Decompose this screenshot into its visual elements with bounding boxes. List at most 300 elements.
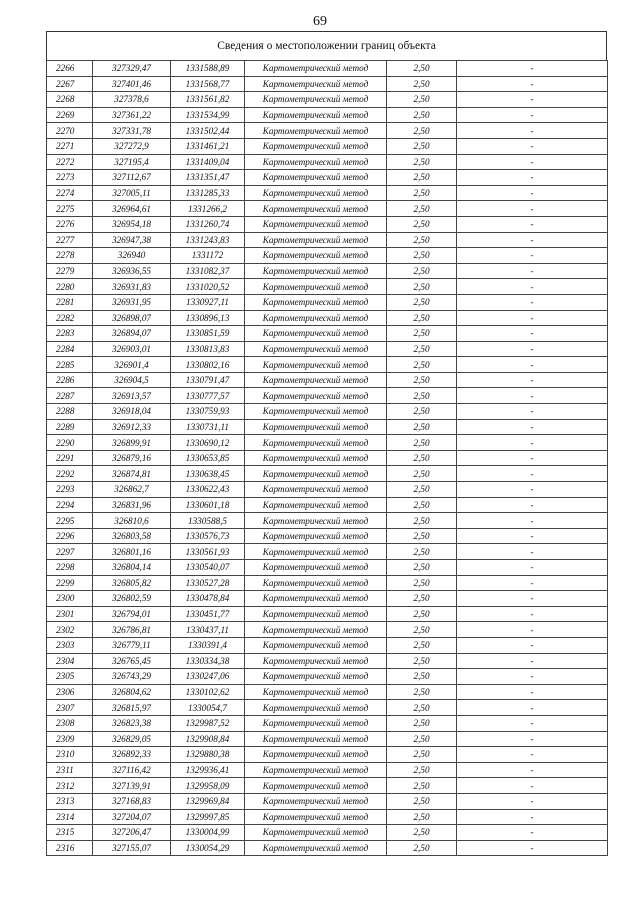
x-coordinate-cell: 326801,16 xyxy=(93,544,171,560)
method-cell: Картометрический метод xyxy=(245,76,387,92)
table-row xyxy=(47,107,608,123)
method-cell: Картометрический метод xyxy=(245,825,387,841)
table-row xyxy=(47,435,608,451)
point-number-cell: 2315 xyxy=(47,825,93,841)
method-cell: Картометрический метод xyxy=(245,279,387,295)
table-row xyxy=(47,715,608,731)
method-cell: Картометрический метод xyxy=(245,294,387,310)
accuracy-cell: 2,50 xyxy=(387,700,457,716)
method-cell: Картометрический метод xyxy=(245,357,387,373)
accuracy-cell: 2,50 xyxy=(387,560,457,576)
accuracy-cell: 2,50 xyxy=(387,138,457,154)
accuracy-cell: 2,50 xyxy=(387,232,457,248)
table-row xyxy=(47,778,608,794)
x-coordinate-cell: 326892,33 xyxy=(93,747,171,763)
x-coordinate-cell: 326823,38 xyxy=(93,715,171,731)
accuracy-cell: 2,50 xyxy=(387,216,457,232)
description-cell: - xyxy=(457,513,608,529)
method-cell: Картометрический метод xyxy=(245,248,387,264)
description-cell: - xyxy=(457,778,608,794)
point-number-cell: 2300 xyxy=(47,591,93,607)
description-cell: - xyxy=(457,76,608,92)
description-cell: - xyxy=(457,404,608,420)
x-coordinate-cell: 326964,61 xyxy=(93,201,171,217)
y-coordinate-cell: 1330540,07 xyxy=(171,560,245,576)
accuracy-cell: 2,50 xyxy=(387,107,457,123)
y-coordinate-cell: 1329880,38 xyxy=(171,747,245,763)
table-row xyxy=(47,279,608,295)
description-cell: - xyxy=(457,154,608,170)
description-cell: - xyxy=(457,560,608,576)
description-cell: - xyxy=(457,248,608,264)
y-coordinate-cell: 1331020,52 xyxy=(171,279,245,295)
x-coordinate-cell: 326802,59 xyxy=(93,591,171,607)
table-row xyxy=(47,372,608,388)
point-number-cell: 2316 xyxy=(47,840,93,856)
y-coordinate-cell: 1330437,11 xyxy=(171,622,245,638)
y-coordinate-cell: 1330653,85 xyxy=(171,450,245,466)
method-cell: Картометрический метод xyxy=(245,482,387,498)
accuracy-cell: 2,50 xyxy=(387,809,457,825)
x-coordinate-cell: 326815,97 xyxy=(93,700,171,716)
accuracy-cell: 2,50 xyxy=(387,248,457,264)
x-coordinate-cell: 326898,07 xyxy=(93,310,171,326)
description-cell: - xyxy=(457,544,608,560)
point-number-cell: 2294 xyxy=(47,497,93,513)
method-cell: Картометрический метод xyxy=(245,778,387,794)
point-number-cell: 2290 xyxy=(47,435,93,451)
table-row xyxy=(47,731,608,747)
x-coordinate-cell: 326940 xyxy=(93,248,171,264)
y-coordinate-cell: 1331588,89 xyxy=(171,61,245,77)
method-cell: Картометрический метод xyxy=(245,528,387,544)
table-row xyxy=(47,809,608,825)
method-cell: Картометрический метод xyxy=(245,435,387,451)
description-cell: - xyxy=(457,793,608,809)
accuracy-cell: 2,50 xyxy=(387,154,457,170)
table-row xyxy=(47,840,608,856)
y-coordinate-cell: 1331561,82 xyxy=(171,92,245,108)
method-cell: Картометрический метод xyxy=(245,138,387,154)
x-coordinate-cell: 327204,07 xyxy=(93,809,171,825)
accuracy-cell: 2,50 xyxy=(387,404,457,420)
point-number-cell: 2268 xyxy=(47,92,93,108)
description-cell: - xyxy=(457,762,608,778)
method-cell: Картометрический метод xyxy=(245,92,387,108)
table-row xyxy=(47,92,608,108)
x-coordinate-cell: 327116,42 xyxy=(93,762,171,778)
point-number-cell: 2299 xyxy=(47,575,93,591)
method-cell: Картометрический метод xyxy=(245,326,387,342)
table-row xyxy=(47,248,608,264)
x-coordinate-cell: 326901,4 xyxy=(93,357,171,373)
method-cell: Картометрический метод xyxy=(245,388,387,404)
description-cell: - xyxy=(457,216,608,232)
table-row xyxy=(47,154,608,170)
method-cell: Картометрический метод xyxy=(245,310,387,326)
table-row xyxy=(47,606,608,622)
table-row xyxy=(47,560,608,576)
x-coordinate-cell: 327112,67 xyxy=(93,170,171,186)
x-coordinate-cell: 327195,4 xyxy=(93,154,171,170)
y-coordinate-cell: 1331285,33 xyxy=(171,185,245,201)
table-body xyxy=(47,61,608,856)
point-number-cell: 2280 xyxy=(47,279,93,295)
point-number-cell: 2274 xyxy=(47,185,93,201)
method-cell: Картометрический метод xyxy=(245,637,387,653)
x-coordinate-cell: 326810,6 xyxy=(93,513,171,529)
table-row xyxy=(47,528,608,544)
y-coordinate-cell: 1331502,44 xyxy=(171,123,245,139)
description-cell: - xyxy=(457,372,608,388)
table-row xyxy=(47,482,608,498)
x-coordinate-cell: 326899,91 xyxy=(93,435,171,451)
x-coordinate-cell: 326894,07 xyxy=(93,326,171,342)
x-coordinate-cell: 326805,82 xyxy=(93,575,171,591)
x-coordinate-cell: 326794,01 xyxy=(93,606,171,622)
point-number-cell: 2310 xyxy=(47,747,93,763)
accuracy-cell: 2,50 xyxy=(387,840,457,856)
x-coordinate-cell: 327168,83 xyxy=(93,793,171,809)
point-number-cell: 2266 xyxy=(47,61,93,77)
description-cell: - xyxy=(457,435,608,451)
method-cell: Картометрический метод xyxy=(245,450,387,466)
table-row xyxy=(47,653,608,669)
y-coordinate-cell: 1330004,99 xyxy=(171,825,245,841)
accuracy-cell: 2,50 xyxy=(387,341,457,357)
point-number-cell: 2303 xyxy=(47,637,93,653)
point-number-cell: 2285 xyxy=(47,357,93,373)
x-coordinate-cell: 326931,95 xyxy=(93,294,171,310)
accuracy-cell: 2,50 xyxy=(387,357,457,373)
method-cell: Картометрический метод xyxy=(245,419,387,435)
description-cell: - xyxy=(457,700,608,716)
description-cell: - xyxy=(457,715,608,731)
method-cell: Картометрический метод xyxy=(245,700,387,716)
description-cell: - xyxy=(457,497,608,513)
x-coordinate-cell: 327401,46 xyxy=(93,76,171,92)
description-cell: - xyxy=(457,606,608,622)
description-cell: - xyxy=(457,61,608,77)
description-cell: - xyxy=(457,341,608,357)
y-coordinate-cell: 1330601,18 xyxy=(171,497,245,513)
accuracy-cell: 2,50 xyxy=(387,123,457,139)
x-coordinate-cell: 326912,33 xyxy=(93,419,171,435)
x-coordinate-cell: 326879,16 xyxy=(93,450,171,466)
accuracy-cell: 2,50 xyxy=(387,669,457,685)
accuracy-cell: 2,50 xyxy=(387,747,457,763)
table-row xyxy=(47,497,608,513)
table-row xyxy=(47,357,608,373)
accuracy-cell: 2,50 xyxy=(387,185,457,201)
method-cell: Картометрический метод xyxy=(245,107,387,123)
accuracy-cell: 2,50 xyxy=(387,170,457,186)
accuracy-cell: 2,50 xyxy=(387,575,457,591)
y-coordinate-cell: 1330731,11 xyxy=(171,419,245,435)
table-row xyxy=(47,466,608,482)
description-cell: - xyxy=(457,310,608,326)
y-coordinate-cell: 1329997,85 xyxy=(171,809,245,825)
accuracy-cell: 2,50 xyxy=(387,684,457,700)
table-row xyxy=(47,825,608,841)
x-coordinate-cell: 326803,58 xyxy=(93,528,171,544)
description-cell: - xyxy=(457,388,608,404)
description-cell: - xyxy=(457,528,608,544)
x-coordinate-cell: 326954,18 xyxy=(93,216,171,232)
method-cell: Картометрический метод xyxy=(245,606,387,622)
x-coordinate-cell: 326804,14 xyxy=(93,560,171,576)
method-cell: Картометрический метод xyxy=(245,560,387,576)
method-cell: Картометрический метод xyxy=(245,591,387,607)
method-cell: Картометрический метод xyxy=(245,575,387,591)
description-cell: - xyxy=(457,653,608,669)
method-cell: Картометрический метод xyxy=(245,793,387,809)
description-cell: - xyxy=(457,669,608,685)
accuracy-cell: 2,50 xyxy=(387,606,457,622)
y-coordinate-cell: 1329987,52 xyxy=(171,715,245,731)
accuracy-cell: 2,50 xyxy=(387,466,457,482)
point-number-cell: 2273 xyxy=(47,170,93,186)
point-number-cell: 2283 xyxy=(47,326,93,342)
method-cell: Картометрический метод xyxy=(245,372,387,388)
description-cell: - xyxy=(457,326,608,342)
accuracy-cell: 2,50 xyxy=(387,715,457,731)
description-cell: - xyxy=(457,92,608,108)
coordinates-table xyxy=(46,60,608,856)
point-number-cell: 2301 xyxy=(47,606,93,622)
point-number-cell: 2304 xyxy=(47,653,93,669)
table-row xyxy=(47,216,608,232)
method-cell: Картометрический метод xyxy=(245,232,387,248)
method-cell: Картометрический метод xyxy=(245,544,387,560)
table-row xyxy=(47,310,608,326)
x-coordinate-cell: 326936,55 xyxy=(93,263,171,279)
description-cell: - xyxy=(457,622,608,638)
accuracy-cell: 2,50 xyxy=(387,201,457,217)
table-row xyxy=(47,747,608,763)
x-coordinate-cell: 326913,57 xyxy=(93,388,171,404)
point-number-cell: 2313 xyxy=(47,793,93,809)
y-coordinate-cell: 1330851,59 xyxy=(171,326,245,342)
point-number-cell: 2307 xyxy=(47,700,93,716)
table-row xyxy=(47,669,608,685)
method-cell: Картометрический метод xyxy=(245,762,387,778)
description-cell: - xyxy=(457,809,608,825)
y-coordinate-cell: 1330527,28 xyxy=(171,575,245,591)
table-row xyxy=(47,123,608,139)
table-row xyxy=(47,793,608,809)
description-cell: - xyxy=(457,637,608,653)
point-number-cell: 2270 xyxy=(47,123,93,139)
x-coordinate-cell: 326743,29 xyxy=(93,669,171,685)
table-row xyxy=(47,170,608,186)
accuracy-cell: 2,50 xyxy=(387,778,457,794)
accuracy-cell: 2,50 xyxy=(387,637,457,653)
y-coordinate-cell: 1330588,5 xyxy=(171,513,245,529)
method-cell: Картометрический метод xyxy=(245,622,387,638)
y-coordinate-cell: 1331082,37 xyxy=(171,263,245,279)
y-coordinate-cell: 1330813,83 xyxy=(171,341,245,357)
x-coordinate-cell: 327005,11 xyxy=(93,185,171,201)
x-coordinate-cell: 326931,83 xyxy=(93,279,171,295)
table-row xyxy=(47,294,608,310)
table-row xyxy=(47,61,608,77)
x-coordinate-cell: 327139,91 xyxy=(93,778,171,794)
table-row xyxy=(47,591,608,607)
description-cell: - xyxy=(457,263,608,279)
y-coordinate-cell: 1330391,4 xyxy=(171,637,245,653)
y-coordinate-cell: 1330102,62 xyxy=(171,684,245,700)
accuracy-cell: 2,50 xyxy=(387,419,457,435)
y-coordinate-cell: 1329936,41 xyxy=(171,762,245,778)
accuracy-cell: 2,50 xyxy=(387,591,457,607)
x-coordinate-cell: 326765,45 xyxy=(93,653,171,669)
table-row xyxy=(47,326,608,342)
point-number-cell: 2295 xyxy=(47,513,93,529)
point-number-cell: 2284 xyxy=(47,341,93,357)
description-cell: - xyxy=(457,482,608,498)
description-cell: - xyxy=(457,731,608,747)
method-cell: Картометрический метод xyxy=(245,466,387,482)
description-cell: - xyxy=(457,123,608,139)
x-coordinate-cell: 326831,96 xyxy=(93,497,171,513)
x-coordinate-cell: 327331,78 xyxy=(93,123,171,139)
y-coordinate-cell: 1330247,06 xyxy=(171,669,245,685)
table-row xyxy=(47,76,608,92)
y-coordinate-cell: 1330690,12 xyxy=(171,435,245,451)
accuracy-cell: 2,50 xyxy=(387,825,457,841)
accuracy-cell: 2,50 xyxy=(387,326,457,342)
accuracy-cell: 2,50 xyxy=(387,76,457,92)
description-cell: - xyxy=(457,840,608,856)
description-cell: - xyxy=(457,825,608,841)
accuracy-cell: 2,50 xyxy=(387,263,457,279)
point-number-cell: 2277 xyxy=(47,232,93,248)
description-cell: - xyxy=(457,201,608,217)
description-cell: - xyxy=(457,232,608,248)
point-number-cell: 2281 xyxy=(47,294,93,310)
table-row xyxy=(47,762,608,778)
table-row xyxy=(47,388,608,404)
accuracy-cell: 2,50 xyxy=(387,435,457,451)
point-number-cell: 2275 xyxy=(47,201,93,217)
point-number-cell: 2271 xyxy=(47,138,93,154)
point-number-cell: 2296 xyxy=(47,528,93,544)
description-cell: - xyxy=(457,450,608,466)
method-cell: Картометрический метод xyxy=(245,154,387,170)
accuracy-cell: 2,50 xyxy=(387,279,457,295)
y-coordinate-cell: 1330777,57 xyxy=(171,388,245,404)
accuracy-cell: 2,50 xyxy=(387,528,457,544)
x-coordinate-cell: 327361,22 xyxy=(93,107,171,123)
point-number-cell: 2312 xyxy=(47,778,93,794)
table-row xyxy=(47,138,608,154)
y-coordinate-cell: 1331266,2 xyxy=(171,201,245,217)
description-cell: - xyxy=(457,294,608,310)
description-cell: - xyxy=(457,185,608,201)
y-coordinate-cell: 1330802,16 xyxy=(171,357,245,373)
y-coordinate-cell: 1330638,45 xyxy=(171,466,245,482)
method-cell: Картометрический метод xyxy=(245,684,387,700)
method-cell: Картометрический метод xyxy=(245,653,387,669)
method-cell: Картометрический метод xyxy=(245,669,387,685)
description-cell: - xyxy=(457,591,608,607)
point-number-cell: 2289 xyxy=(47,419,93,435)
method-cell: Картометрический метод xyxy=(245,185,387,201)
point-number-cell: 2288 xyxy=(47,404,93,420)
method-cell: Картометрический метод xyxy=(245,747,387,763)
point-number-cell: 2292 xyxy=(47,466,93,482)
accuracy-cell: 2,50 xyxy=(387,497,457,513)
x-coordinate-cell: 326862,7 xyxy=(93,482,171,498)
point-number-cell: 2298 xyxy=(47,560,93,576)
point-number-cell: 2269 xyxy=(47,107,93,123)
method-cell: Картометрический метод xyxy=(245,809,387,825)
table-row xyxy=(47,341,608,357)
x-coordinate-cell: 326903,01 xyxy=(93,341,171,357)
y-coordinate-cell: 1331351,47 xyxy=(171,170,245,186)
y-coordinate-cell: 1330451,77 xyxy=(171,606,245,622)
accuracy-cell: 2,50 xyxy=(387,622,457,638)
point-number-cell: 2267 xyxy=(47,76,93,92)
description-cell: - xyxy=(457,575,608,591)
x-coordinate-cell: 327155,07 xyxy=(93,840,171,856)
point-number-cell: 2279 xyxy=(47,263,93,279)
x-coordinate-cell: 327378,6 xyxy=(93,92,171,108)
accuracy-cell: 2,50 xyxy=(387,61,457,77)
y-coordinate-cell: 1330791,47 xyxy=(171,372,245,388)
point-number-cell: 2297 xyxy=(47,544,93,560)
point-number-cell: 2276 xyxy=(47,216,93,232)
x-coordinate-cell: 327329,47 xyxy=(93,61,171,77)
y-coordinate-cell: 1330759,93 xyxy=(171,404,245,420)
point-number-cell: 2302 xyxy=(47,622,93,638)
accuracy-cell: 2,50 xyxy=(387,372,457,388)
x-coordinate-cell: 327272,9 xyxy=(93,138,171,154)
y-coordinate-cell: 1329958,09 xyxy=(171,778,245,794)
accuracy-cell: 2,50 xyxy=(387,92,457,108)
method-cell: Картометрический метод xyxy=(245,61,387,77)
table-row xyxy=(47,575,608,591)
y-coordinate-cell: 1331260,74 xyxy=(171,216,245,232)
method-cell: Картометрический метод xyxy=(245,216,387,232)
y-coordinate-cell: 1329969,84 xyxy=(171,793,245,809)
description-cell: - xyxy=(457,279,608,295)
y-coordinate-cell: 1330478,84 xyxy=(171,591,245,607)
y-coordinate-cell: 1330576,73 xyxy=(171,528,245,544)
description-cell: - xyxy=(457,170,608,186)
y-coordinate-cell: 1331172 xyxy=(171,248,245,264)
x-coordinate-cell: 326786,81 xyxy=(93,622,171,638)
accuracy-cell: 2,50 xyxy=(387,513,457,529)
description-cell: - xyxy=(457,684,608,700)
method-cell: Картометрический метод xyxy=(245,341,387,357)
y-coordinate-cell: 1331409,04 xyxy=(171,154,245,170)
method-cell: Картометрический метод xyxy=(245,201,387,217)
method-cell: Картометрический метод xyxy=(245,263,387,279)
coordinates-sheet xyxy=(46,31,607,856)
method-cell: Картометрический метод xyxy=(245,170,387,186)
point-number-cell: 2314 xyxy=(47,809,93,825)
accuracy-cell: 2,50 xyxy=(387,294,457,310)
table-row xyxy=(47,201,608,217)
y-coordinate-cell: 1330334,38 xyxy=(171,653,245,669)
table-row xyxy=(47,700,608,716)
accuracy-cell: 2,50 xyxy=(387,793,457,809)
point-number-cell: 2293 xyxy=(47,482,93,498)
y-coordinate-cell: 1330896,13 xyxy=(171,310,245,326)
point-number-cell: 2282 xyxy=(47,310,93,326)
